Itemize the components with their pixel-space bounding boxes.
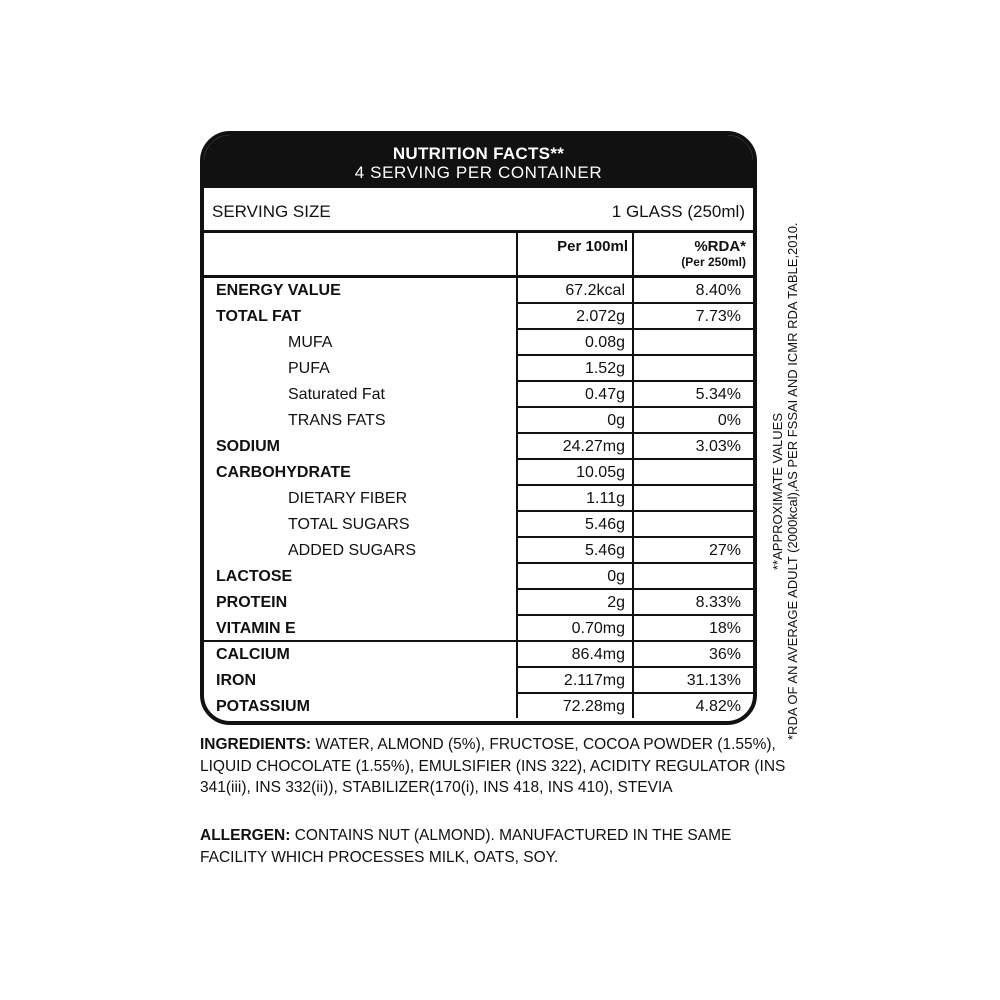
nutrient-per-100ml: 1.52g [584,360,625,377]
nutrient-per-100ml: 0g [607,568,625,585]
nutrient-table [204,278,753,720]
nutrient-per-100ml: 0.70mg [571,620,625,637]
nutrient-rda: 8.33% [695,594,741,611]
table-row [204,356,753,382]
table-row [204,304,753,330]
nutrient-name: CALCIUM [216,646,290,663]
table-row [204,486,753,512]
nutrient-name: PUFA [288,360,330,377]
nutrient-name: DIETARY FIBER [288,490,408,507]
nutrient-per-100ml: 67.2kcal [565,282,625,299]
nutrient-name: CARBOHYDRATE [216,464,351,481]
nutrient-rda: 7.73% [695,308,741,325]
nutrient-rda: 3.03% [695,438,741,455]
table-row [204,512,753,538]
nutrient-name: PROTEIN [216,594,288,611]
allergen-label: ALLERGEN: [200,827,291,844]
column-header-row [204,233,753,278]
nutrient-rda: 18% [708,620,741,637]
table-row [204,278,753,304]
serving-size-label: SERVING SIZE [212,202,331,221]
table-row [204,382,753,408]
nutrient-rda: 31.13% [686,672,741,689]
table-row [204,460,753,486]
approx-values-note: **APPROXIMATE VALUES [770,412,785,570]
nutrient-per-100ml: 2g [607,594,625,611]
ingredients-text: WATER, ALMOND (5%), FRUCTOSE, COCOA POWDER (1.55%), LIQUID CHOCOLATE (1.55%), EMULSIFIER (INS 322), ACIDITY REGULATOR (INS 341(iii), INS 332(ii)), STABILIZER(170(i), INS 418, INS 410), STEVIA [200,736,786,796]
nutrient-rda: 27% [708,542,741,559]
table-row [204,616,753,642]
panel-header [204,135,753,188]
ingredients-block [200,734,810,799]
nutrient-per-100ml: 2.117mg [563,672,625,689]
nutrient-per-100ml: 1.11g [586,490,625,507]
servings-per-container: 4 SERVING PER CONTAINER [354,163,603,182]
serving-size-value: 1 GLASS (250ml) [611,202,745,221]
nutrient-name: TOTAL SUGARS [288,516,410,533]
table-row [204,538,753,564]
nutrient-per-100ml: 0g [607,412,625,429]
table-row [204,434,753,460]
column-header-rda-sub: (Per 250ml) [681,255,746,269]
ingredients-label: INGREDIENTS: [200,736,312,753]
nutrient-name: LACTOSE [216,568,293,585]
panel-title: NUTRITION FACTS** [392,144,565,163]
table-row [204,590,753,616]
nutrient-per-100ml: 86.4mg [571,646,625,663]
footnotes-vertical [770,222,800,740]
table-row [204,668,753,694]
nutrient-per-100ml: 72.28mg [562,698,625,715]
nutrient-per-100ml: 10.05g [576,464,625,481]
table-row [204,408,753,434]
nutrient-name: IRON [216,672,256,689]
nutrient-name: ADDED SUGARS [288,542,417,559]
nutrient-name: VITAMIN E [216,620,296,637]
serving-size-row [204,188,753,233]
nutrient-per-100ml: 2.072g [576,308,625,325]
nutrient-per-100ml: 0.08g [584,334,625,351]
nutrient-rda: 36% [708,646,741,663]
table-row [204,330,753,356]
nutrition-facts-panel [200,131,757,725]
nutrient-rda: 4.82% [695,698,741,715]
table-row [204,642,753,668]
nutrient-per-100ml: 0.47g [584,386,625,403]
nutrient-per-100ml: 5.46g [584,516,625,533]
nutrient-rda: 0% [717,412,741,429]
column-header-per-100ml: Per 100ml [557,238,628,255]
nutrient-name: MUFA [288,334,333,351]
nutrient-per-100ml: 5.46g [584,542,625,559]
allergen-block [200,825,800,868]
nutrient-per-100ml: 24.27mg [562,438,625,455]
nutrient-rda: 8.40% [695,282,741,299]
nutrient-name: POTASSIUM [216,698,310,715]
column-header-rda: %RDA* [694,238,746,255]
nutrient-name: Saturated Fat [288,386,385,403]
rda-basis-note: *RDA OF AN AVERAGE ADULT (2000kcal),AS PER FSSAI AND ICMR RDA TABLE,2010. [785,222,800,740]
table-row [204,564,753,590]
nutrient-name: ENERGY VALUE [216,282,341,299]
nutrient-name: TRANS FATS [288,412,386,429]
nutrient-rda: 5.34% [695,386,741,403]
table-row [204,694,753,720]
allergen-text: CONTAINS NUT (ALMOND). MANUFACTURED IN THE SAME FACILITY WHICH PROCESSES MILK, OATS, SOY. [200,827,732,866]
nutrient-name: SODIUM [216,438,280,455]
nutrient-name: TOTAL FAT [216,308,302,325]
